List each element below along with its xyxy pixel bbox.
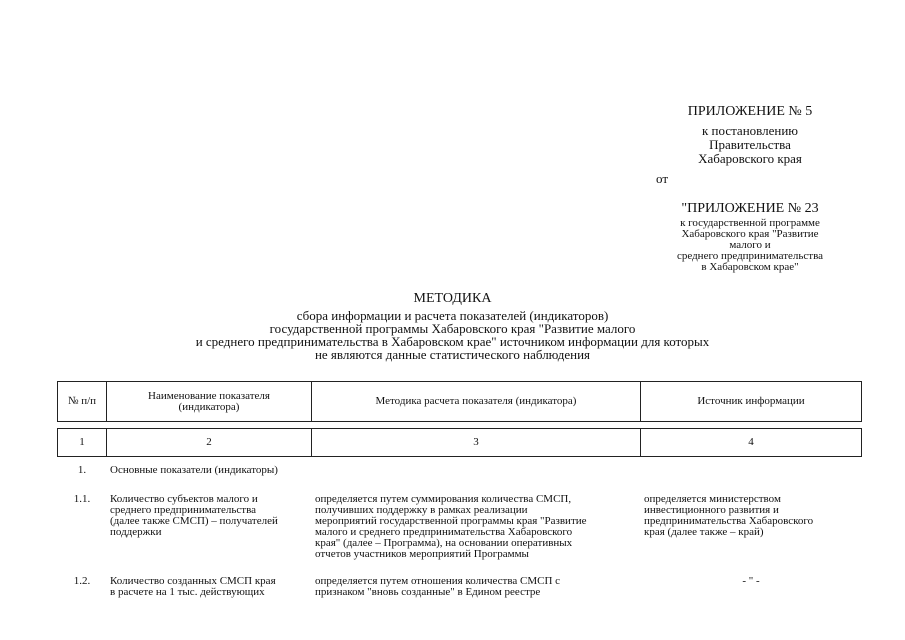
row-source — [644, 494, 860, 538]
col-number: 4 — [748, 436, 754, 448]
row-source-line: предпринимательства Хабаровского — [644, 515, 814, 527]
header-num: № п/п — [67, 395, 97, 407]
row-method — [315, 494, 639, 560]
col-number: 3 — [473, 436, 479, 448]
row-name-line: (далее также СМСП) – получателей — [110, 515, 278, 527]
appendix-prev-title: "ПРИЛОЖЕНИЕ № 23 — [681, 201, 819, 216]
row-method-line: малого и среднего предпринимательства Хабаровского — [315, 526, 573, 538]
col-number: 2 — [206, 436, 212, 448]
col-number: 1 — [79, 436, 85, 448]
appendix-prev-line: в Хабаровском крае" — [701, 261, 799, 273]
header-name — [107, 382, 311, 421]
appendix-line: к постановлению — [701, 123, 799, 138]
methodology-line: не являются данные статистического наблюдения — [314, 347, 591, 362]
appendix-title: ПРИЛОЖЕНИЕ № 5 — [687, 104, 813, 119]
appendix-prev-block — [640, 201, 860, 273]
row-name-line: поддержки — [110, 526, 162, 538]
row-method-line: получивших поддержку в рамках реализации — [315, 504, 528, 516]
methodology-line: государственной программы Хабаровского края "Развитие малого — [269, 321, 636, 336]
row-source: - " - — [742, 575, 760, 587]
methodology-heading — [60, 291, 845, 361]
appendix-prev-line: к государственной программе — [680, 217, 820, 229]
section-num: 1. — [77, 464, 87, 476]
appendix-prev-line: среднего предпринимательства — [676, 250, 824, 262]
row-name — [110, 576, 310, 598]
row-num: 1.1. — [73, 493, 91, 505]
appendix-block — [640, 104, 860, 166]
row-method-line: отчетов участников мероприятий Программы — [315, 548, 529, 560]
row-source-line: инвестиционного развития и — [644, 504, 779, 516]
row-method-line: мероприятий государственной программы края "Развитие — [315, 515, 587, 527]
appendix-prev-line: Хабаровского края "Развитие — [681, 228, 819, 240]
table-border — [861, 381, 862, 422]
header-name-line: (индикатора) — [178, 400, 240, 413]
row-method-line: определяется путем отношения количества СМСП с — [315, 575, 561, 587]
appendix-line: Правительства — [709, 137, 791, 152]
row-method-line: определяется путем суммирования количества СМСП, — [315, 493, 572, 505]
header-source: Источник информации — [697, 395, 805, 407]
table-border — [57, 456, 862, 457]
table-border — [861, 428, 862, 457]
table-border — [57, 421, 862, 422]
methodology-title: МЕТОДИКА — [413, 291, 492, 306]
appendix-prev-line: малого и — [729, 239, 771, 251]
header-method: Методика расчета показателя (индикатора) — [375, 395, 577, 407]
methodology-line: и среднего предпринимательства в Хабаровском крае" источником информации для которых — [195, 334, 710, 349]
row-method-line: края" (далее – Программа), на основании оперативных — [315, 537, 573, 549]
appendix-from: от — [656, 171, 669, 186]
row-name-line: Количество субъектов малого и — [110, 493, 258, 505]
section-title: Основные показатели (индикаторы) — [110, 464, 278, 476]
row-num: 1.2. — [73, 575, 91, 587]
row-method — [315, 576, 639, 598]
row-method-line: признаком "вновь созданные" в Едином реестре — [315, 586, 541, 598]
header-name-line: Наименование показателя — [148, 389, 270, 402]
row-name — [110, 494, 310, 538]
row-name-line: среднего предпринимательства — [110, 504, 257, 516]
row-source-line: края (далее также – край) — [644, 526, 764, 538]
row-name-line: Количество созданных СМСП края — [110, 575, 276, 587]
methodology-line: сбора информации и расчета показателей (индикаторов) — [296, 308, 609, 323]
row-name-line: в расчете на 1 тыс. действующих — [110, 586, 265, 598]
appendix-line: Хабаровского края — [698, 151, 802, 166]
row-source-line: определяется министерством — [644, 493, 781, 505]
